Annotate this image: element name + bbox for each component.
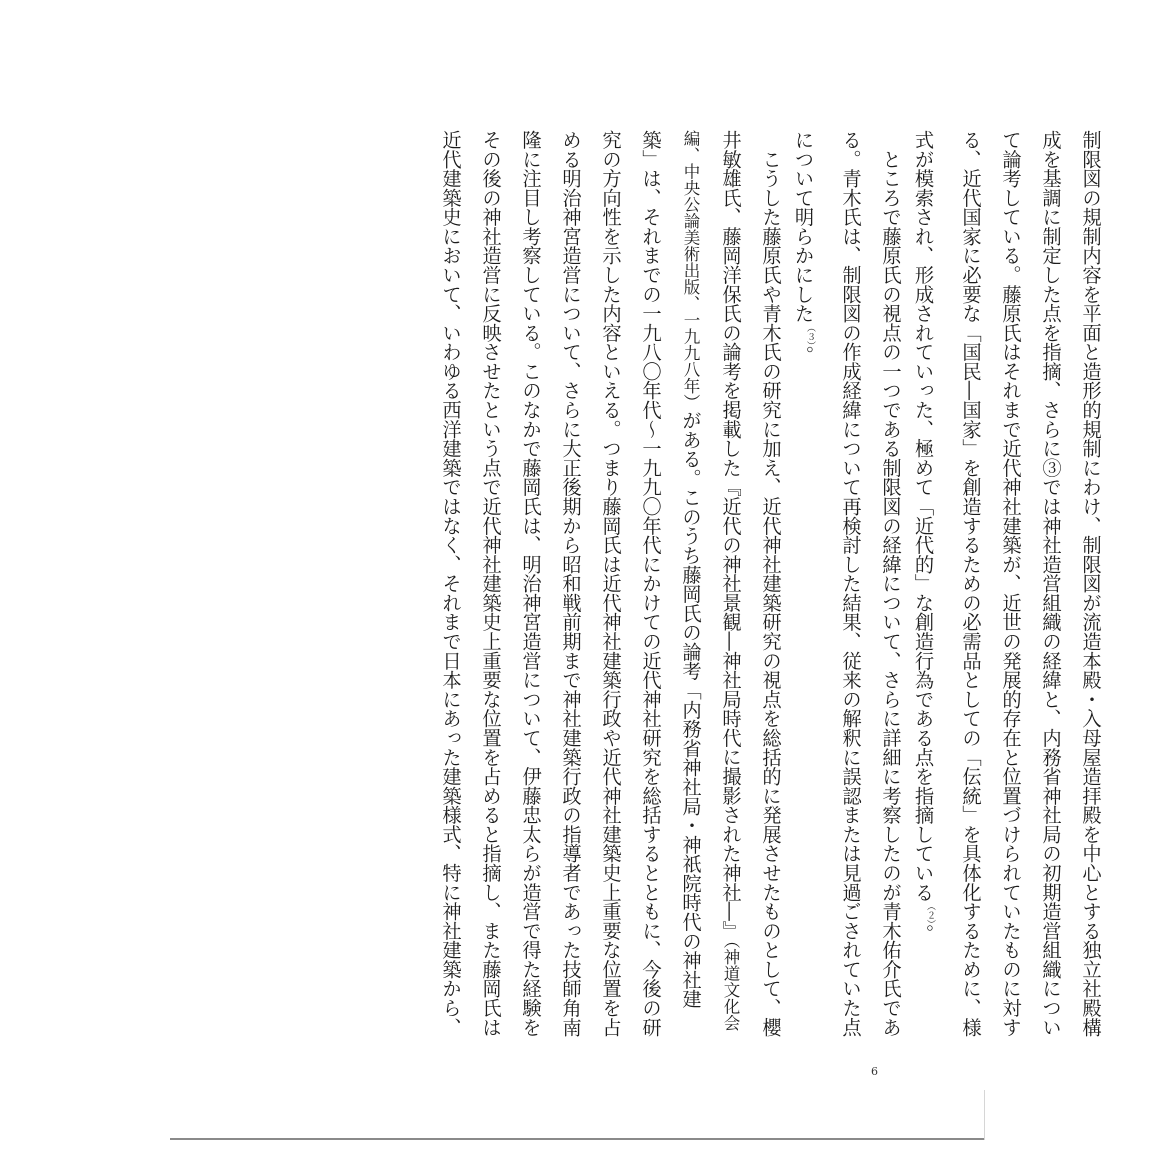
text-column-10 — [720, 130, 740, 1045]
citation-small-text: 編、中央公論美術出版、一九九八年） — [681, 130, 700, 411]
column-text: その後の神社造営に反映させたという点で近代神社建築史上重要な位置を占めると指摘し、また藤岡氏は — [479, 130, 502, 1037]
text-column-2 — [1040, 130, 1060, 1045]
footnote-marker: （３） — [805, 322, 815, 346]
column-text-tail: 。 — [791, 345, 815, 365]
text-column-13 — [600, 130, 620, 1045]
column-text: 隆に注目し考察している。このなかで藤岡氏は、明治神宮造営について、伊藤忠太らが造営で得た経験を — [519, 130, 542, 1037]
text-column-12 — [640, 130, 660, 1045]
page-right-edge — [984, 1090, 985, 1140]
citation-small-text: （神道文化会 — [721, 940, 740, 1031]
column-text: める明治神宮造営について、さらに大正後期から昭和戦前期まで神社建築行政の指導者であった技師角南 — [559, 130, 582, 1037]
text-column-14 — [560, 130, 580, 1045]
column-text: 築」は、それまでの一九八〇年代～一九九〇年代にかけての近代神社研究を総括するとともに、今後の研 — [639, 130, 662, 1037]
text-column-16 — [480, 130, 500, 1045]
column-text: こうした藤原氏や青木氏の研究に加え、近代神社建築研究の視点を総括的に発展させたものとして、櫻 — [759, 130, 782, 1037]
text-column-11 — [680, 130, 700, 1045]
column-text: る、近代国家に必要な「国民―国家」を創造するための必需品としての「伝統」を具体化するために、様 — [959, 130, 982, 1037]
text-column-7 — [840, 130, 860, 1045]
text-column-17 — [440, 130, 460, 1045]
footnote-marker: （２） — [925, 901, 935, 925]
text-column-3 — [1000, 130, 1020, 1045]
column-text-tail: 。 — [911, 924, 935, 944]
text-column-1 — [1080, 130, 1100, 1045]
column-text: 制限図の規制内容を平面と造形的規制にわけ、制限図が流造本殿・入母屋造拝殿を中心とする独立社殿構 — [1079, 130, 1102, 1037]
column-text: 究の方向性を示した内容といえる。つまり藤岡氏は近代神社建築行政や近代神社建築史上重要な位置を占 — [599, 130, 622, 1037]
column-text: ところで藤原氏の視点の一つである制限図の経緯について、さらに詳細に考察したのが青木佑介氏であ — [879, 130, 902, 1037]
column-text: て論考している。藤原氏はそれまで近代神社建築が、近世の発展的存在と位置づけられていたものに対す — [999, 130, 1022, 1037]
page-number: 6 — [871, 1065, 878, 1078]
text-column-5 — [911, 130, 940, 1045]
column-text: 近代建築史において、いわゆる西洋建築ではなく、それまで日本にあった建築様式、特に神社建築から、 — [439, 130, 462, 1037]
column-text: について明らかにした — [791, 130, 815, 323]
column-text: る。青木氏は、制限図の作成経緯について再検討した結果、従来の解釈に誤認または見過ごされていた点 — [839, 130, 862, 1037]
text-column-8 — [791, 130, 820, 1045]
column-text: 成を基調に制定した点を指摘、さらに③では神社造営組織の経緯と、内務省神社局の初期造営組織につい — [1039, 130, 1062, 1037]
column-text: がある。このうち藤岡氏の論考「内務省神社局・神祇院時代の神社建 — [679, 410, 702, 1009]
text-column-6 — [880, 130, 900, 1045]
text-column-15 — [520, 130, 540, 1045]
page-bottom-edge — [170, 1138, 985, 1140]
column-text: 式が模索され、形成されていった、極めて「近代的」な創造行為である点を指摘している — [911, 130, 935, 902]
text-column-9 — [760, 130, 780, 1045]
text-column-4 — [960, 130, 980, 1045]
column-text: 井敏雄氏、藤岡洋保氏の論考を掲載した『近代の神社景観―神社局時代に撮影された神社―』 — [719, 130, 742, 941]
